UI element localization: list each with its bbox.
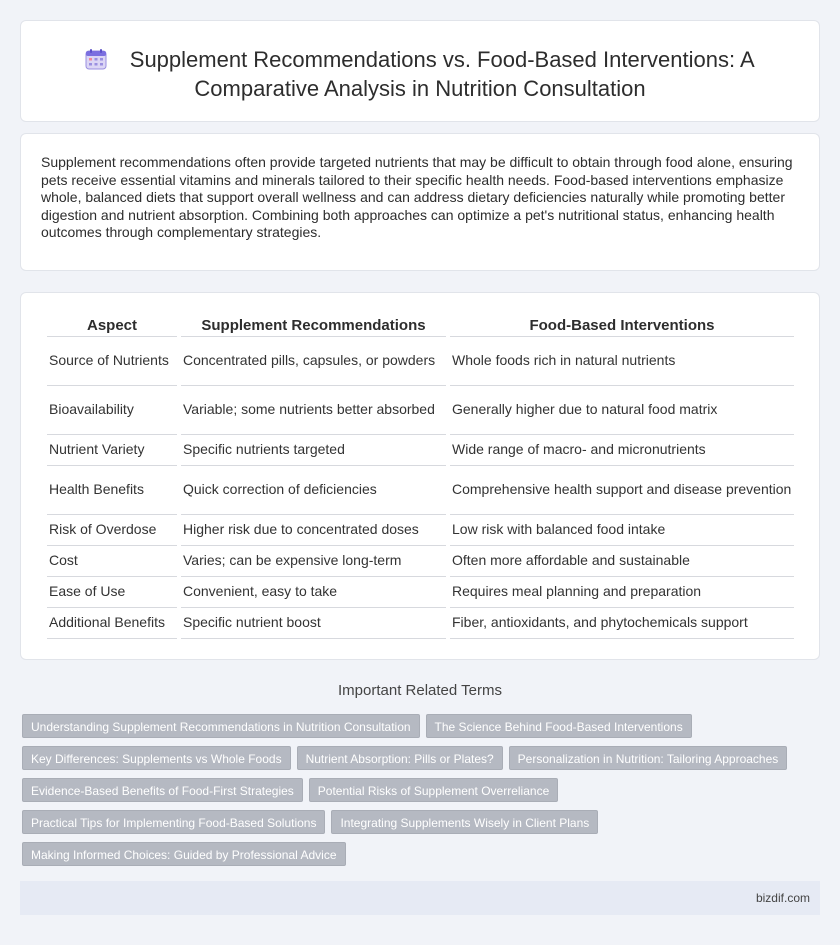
table-cell: Additional Benefits [47,608,177,639]
related-term-tag[interactable]: Personalization in Nutrition: Tailoring Approaches [509,746,788,770]
table-row [47,577,794,608]
table-cell: Quick correction of deficiencies [181,466,446,515]
related-term-tag[interactable]: Understanding Supplement Recommendations in Nutrition Consultation [22,714,420,738]
related-term-tag[interactable]: The Science Behind Food-Based Interventions [426,714,692,738]
table-cell: Requires meal planning and preparation [450,577,794,608]
table-row [47,337,794,386]
table-cell: Often more affordable and sustainable [450,546,794,577]
table-cell: Ease of Use [47,577,177,608]
table-row [47,466,794,515]
table-cell: Specific nutrients targeted [181,435,446,466]
table-cell: Concentrated pills, capsules, or powders [181,337,446,386]
footer-site-link[interactable]: bizdif.com [755,891,810,905]
table-row [47,386,794,435]
related-term-tag[interactable]: Evidence-Based Benefits of Food-First Strategies [22,778,303,802]
comparison-table [43,313,798,639]
table-cell: Health Benefits [47,466,177,515]
title-card [20,20,820,122]
related-term-tag[interactable]: Integrating Supplements Wisely in Client Plans [331,810,598,834]
table-cell: Risk of Overdose [47,515,177,546]
table-cell: Nutrient Variety [47,435,177,466]
column-header: Food-Based Interventions [450,313,794,337]
table-cell: Variable; some nutrients better absorbed [181,386,446,435]
table-row [47,435,794,466]
table-cell: Varies; can be expensive long-term [181,546,446,577]
table-cell: Source of Nutrients [47,337,177,386]
table-row [47,515,794,546]
table-cell: Bioavailability [47,386,177,435]
table-cell: Convenient, easy to take [181,577,446,608]
table-cell: Fiber, antioxidants, and phytochemicals support [450,608,794,639]
table-cell: Wide range of macro- and micronutrients [450,435,794,466]
table-cell: Cost [47,546,177,577]
table-header-row [47,313,794,337]
related-term-tag[interactable]: Potential Risks of Supplement Overreliance [309,778,558,802]
related-term-tag[interactable]: Making Informed Choices: Guided by Professional Advice [22,842,346,866]
related-terms-heading: Important Related Terms [338,682,502,699]
summary-text: Supplement recommendations often provide targeted nutrients that may be difficult to obtain through food alone, ensuring pets receive essential vitamins and minerals tailored to their specific health needs. Food-based interventions emphasize whole, balanced diets that support overall wellness and can address dietary deficiencies naturally while promoting better digestion and nutrient absorption. Combining both approaches can optimize a pet's nutritional status, enhancing health outcomes through complementary strategies. [41,154,793,241]
table-cell: Comprehensive health support and disease prevention [450,466,794,515]
footer [20,881,820,915]
related-terms-list [22,714,822,874]
table-row [47,546,794,577]
table-cell: Whole foods rich in natural nutrients [450,337,794,386]
calendar-icon [85,48,107,70]
table-cell: Higher risk due to concentrated doses [181,515,446,546]
related-term-tag[interactable]: Practical Tips for Implementing Food-Based Solutions [22,810,325,834]
table-cell: Low risk with balanced food intake [450,515,794,546]
related-term-tag[interactable]: Nutrient Absorption: Pills or Plates? [297,746,503,770]
page-title: Supplement Recommendations vs. Food-Based Interventions: A Comparative Analysis in Nutrition Consultation [129,47,755,101]
related-term-tag[interactable]: Key Differences: Supplements vs Whole Foods [22,746,291,770]
table-row [47,608,794,639]
comparison-table-card [20,292,820,660]
column-header: Aspect [47,313,177,337]
column-header: Supplement Recommendations [181,313,446,337]
table-cell: Specific nutrient boost [181,608,446,639]
table-cell: Generally higher due to natural food matrix [450,386,794,435]
summary-card [20,133,820,271]
